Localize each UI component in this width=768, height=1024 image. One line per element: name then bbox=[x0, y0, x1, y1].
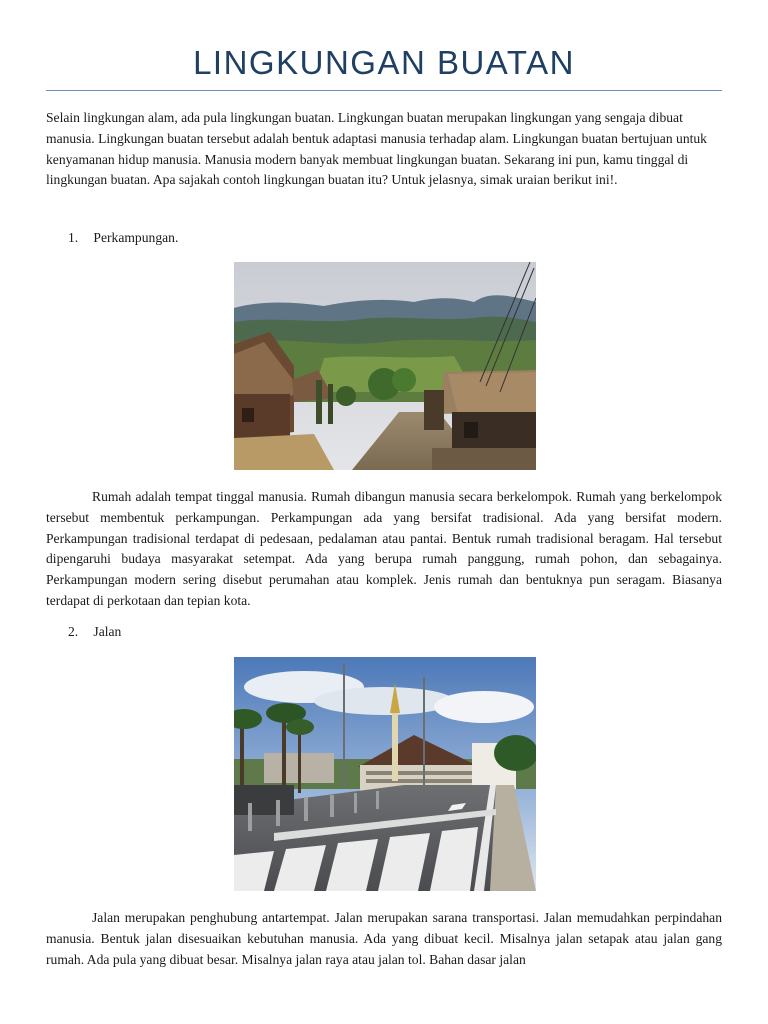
section-heading-perkampungan bbox=[68, 228, 178, 248]
road-photo bbox=[234, 657, 536, 891]
section-number: 1. bbox=[68, 230, 79, 245]
title-underline bbox=[46, 90, 722, 91]
section-heading-jalan bbox=[68, 622, 121, 642]
intro-paragraph: Selain lingkungan alam, ada pula lingkungan buatan. Lingkungan buatan merupakan lingkungan yang sengaja dibuat manusia. Lingkungan buatan tersebut adalah bentuk adaptasi manusia terhadap alam. Lingkungan buatan bertujuan untuk kenyamanan hidup manusia. Manusia modern banyak membuat lingkungan buatan. Sekarang ini pun, kamu tinggal di lingkungan buatan. Apa sajakah contoh lingkungan buatan itu? Untuk jelasnya, simak uraian berikut ini!. bbox=[46, 110, 707, 188]
jalan-paragraph: Jalan merupakan penghubung antartempat. Jalan merupakan sarana transportasi. Jalan memudahkan perpindahan manusia. Bentuk jalan disesuaikan kebutuhan manusia. Ada yang dibuat kecil. Misalnya jalan setapak atau jalan gang rumah. Ada pula yang dibuat besar. Misalnya jalan raya atau jalan tol. Bahan dasar jalan bbox=[46, 910, 722, 967]
page-title: LINGKUNGAN BUATAN bbox=[193, 44, 575, 81]
section-title: Jalan bbox=[93, 624, 122, 639]
village-photo bbox=[234, 262, 536, 470]
section-title: Perkampungan. bbox=[93, 230, 179, 245]
section-number: 2. bbox=[68, 624, 79, 639]
perkampungan-paragraph: Rumah adalah tempat tinggal manusia. Rumah dibangun manusia secara berkelompok. Rumah yang berkelompok tersebut membentuk perkampungan. Perkampungan ada yang bersifat tradisional. Ada yang bersifat modern. Perkampungan tradisional terdapat di pedesaan, pedalaman atau pantai. Bentuk rumah tradisional beragam. Hal tersebut dipengaruhi budaya masyarakat setempat. Ada yang berupa rumah panggung, rumah pohon, dan sebagainya. Perkampungan modern sering disebut perumahan atau komplek. Jenis rumah dan bentuknya pun seragam. Biasanya terdapat di perkotaan dan tepian kota. bbox=[46, 489, 722, 608]
